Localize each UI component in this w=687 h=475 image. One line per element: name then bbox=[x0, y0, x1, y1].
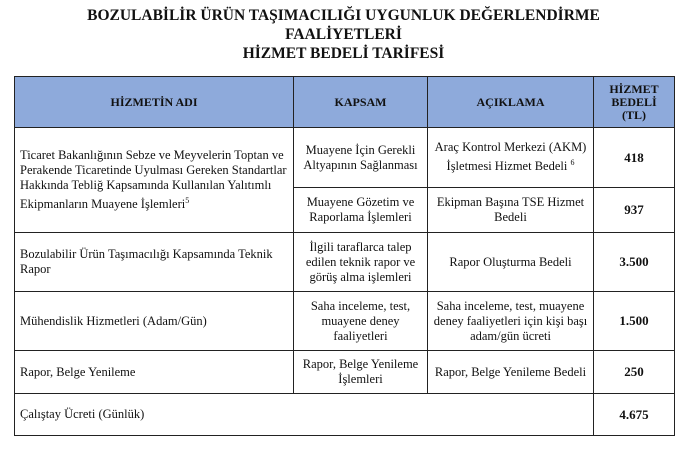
table-row bbox=[15, 351, 675, 394]
description-cell bbox=[428, 128, 594, 188]
fee-cell: 937 bbox=[594, 188, 675, 233]
title-line-1: BOZULABİLİR ÜRÜN TAŞIMACILIĞI UYGUNLUK DEĞERLENDİRME bbox=[87, 7, 600, 24]
description-cell: Ekipman Başına TSE Hizmet Bedeli bbox=[428, 188, 594, 233]
table-row bbox=[15, 292, 675, 351]
service-cell: Bozulabilir Ürün Taşımacılığı Kapsamında Teknik Rapor bbox=[15, 233, 294, 292]
fee-cell: 1.500 bbox=[594, 292, 675, 351]
header-scope: KAPSAM bbox=[294, 77, 428, 128]
table-row bbox=[15, 233, 675, 292]
service-cell: Rapor, Belge Yenileme bbox=[15, 351, 294, 394]
footnote-ref: 6 bbox=[570, 158, 575, 168]
fee-cell: 3.500 bbox=[594, 233, 675, 292]
fee-cell: 250 bbox=[594, 351, 675, 394]
scope-cell: Muayene Gözetim ve Raporlama İşlemleri bbox=[294, 188, 428, 233]
header-description: AÇIKLAMA bbox=[428, 77, 594, 128]
service-cell bbox=[15, 128, 294, 233]
fee-table bbox=[14, 76, 675, 436]
header-fee bbox=[594, 77, 675, 128]
header-fee-line-3: (TL) bbox=[622, 107, 646, 122]
service-cell: Çalıştay Ücreti (Günlük) bbox=[15, 394, 594, 436]
service-text: Ticaret Bakanlığının Sebze ve Meyvelerin Toptan ve Perakende Ticaretinde Uyulması Gereken Standartlar Hakkında Tebliğ Kapsamında Kullanılan Yalıtımlı Ekipmanların Muayene İşlemleri bbox=[20, 147, 287, 212]
service-cell: Mühendislik Hizmetleri (Adam/Gün) bbox=[15, 292, 294, 351]
header-fee-line-2: BEDELİ bbox=[611, 94, 657, 109]
document-title bbox=[0, 0, 687, 63]
fee-cell: 418 bbox=[594, 128, 675, 188]
table-row bbox=[15, 394, 675, 436]
scope-cell: Rapor, Belge Yenileme İşlemleri bbox=[294, 351, 428, 394]
scope-cell: Muayene İçin Gerekli Altyapının Sağlanması bbox=[294, 128, 428, 188]
header-fee-line-1: HİZMET bbox=[609, 81, 659, 96]
table-row bbox=[15, 128, 675, 188]
footnote-ref: 5 bbox=[185, 195, 190, 205]
title-line-2: FAALİYETLERİ bbox=[285, 26, 402, 43]
description-cell: Saha inceleme, test, muayene deney faaliyetleri için kişi başı adam/gün ücreti bbox=[428, 292, 594, 351]
description-cell: Rapor, Belge Yenileme Bedeli bbox=[428, 351, 594, 394]
fee-cell: 4.675 bbox=[594, 394, 675, 436]
scope-cell: Saha inceleme, test, muayene deney faaliyetleri bbox=[294, 292, 428, 351]
table-header-row bbox=[15, 77, 675, 128]
scope-cell: İlgili taraflarca talep edilen teknik rapor ve görüş alma işlemleri bbox=[294, 233, 428, 292]
description-cell: Rapor Oluşturma Bedeli bbox=[428, 233, 594, 292]
header-service-name: HİZMETİN ADI bbox=[15, 77, 294, 128]
description-text: Araç Kontrol Merkezi (AKM) İşletmesi Hizmet Bedeli bbox=[434, 140, 587, 174]
title-line-3: HİZMET BEDELİ TARİFESİ bbox=[242, 45, 445, 62]
